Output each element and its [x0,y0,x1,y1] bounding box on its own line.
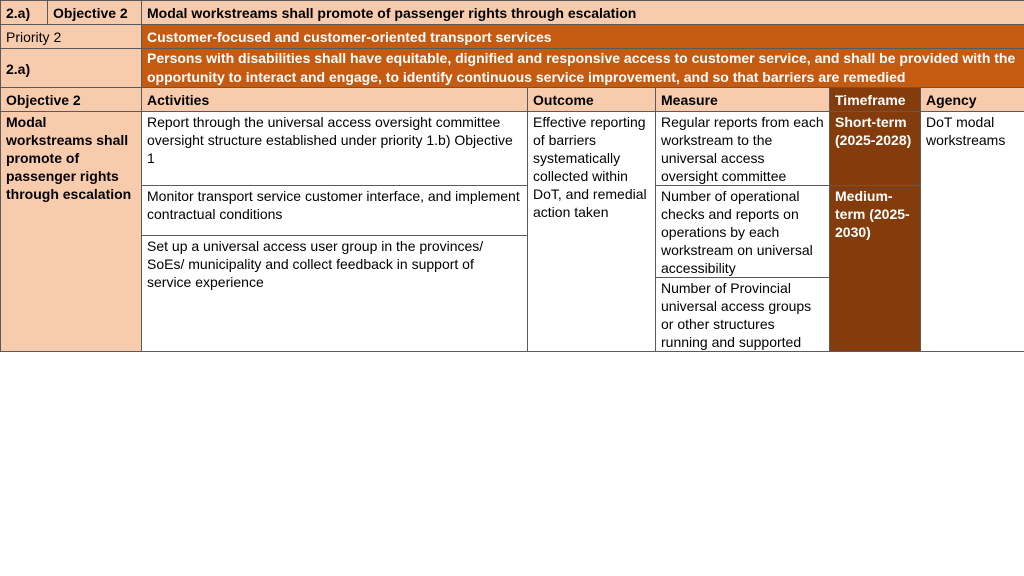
column-header-objective: Objective 2 [1,88,142,112]
measure-cell: Number of Provincial universal access groups or other structures running and supported [656,278,830,352]
outcome-statement-cell: Persons with disabilities shall have equitable, dignified and responsive access to customer service, and shall be provided with the opportunity to interact and engage, to identify continuous service improvement, and so that barriers are remedied [142,49,1024,88]
priority-label-cell: Priority 2 [1,25,142,49]
column-header-measure: Measure [656,88,830,112]
measure-cell: Number of operational checks and reports on operations by each workstream on universal accessibility [656,186,830,278]
agency-cell: DoT modal workstreams [921,112,1024,352]
timeframe-cell: Medium-term (2025-2030) [830,186,921,352]
activity-cell: Monitor transport service customer interface, and implement contractual conditions [142,186,528,236]
table-row [1,186,1024,236]
objective-label-cell: Objective 2 [48,1,142,25]
activity-cell: Set up a universal access user group in the provinces/ SoEs/ municipality and collect feedback in support of service experience [142,236,528,352]
ref-cell: 2.a) [1,1,48,25]
header-row-outcome [1,49,1024,88]
objective-title-cell: Modal workstreams shall promote of passenger rights through escalation [142,1,1024,25]
activity-cell: Report through the universal access oversight committee oversight structure established under priority 1.b) Objective 1 [142,112,528,186]
table-row [1,112,1024,186]
header-row-objective [1,1,1024,25]
column-header-outcome: Outcome [528,88,656,112]
priority-title-cell: Customer-focused and customer-oriented transport services [142,25,1024,49]
outcome-cell: Effective reporting of barriers systematically collected within DoT, and remedial action taken [528,112,656,352]
header-row-priority [1,25,1024,49]
objective-text-cell: Modal workstreams shall promote of passenger rights through escalation [1,112,142,352]
column-header-timeframe: Timeframe [830,88,921,112]
column-header-agency: Agency [921,88,1024,112]
measure-cell: Regular reports from each workstream to the universal access oversight committee [656,112,830,186]
column-header-activities: Activities [142,88,528,112]
column-header-row [1,88,1024,112]
outcome-ref-cell: 2.a) [1,49,142,88]
timeframe-cell: Short-term (2025-2028) [830,112,921,186]
